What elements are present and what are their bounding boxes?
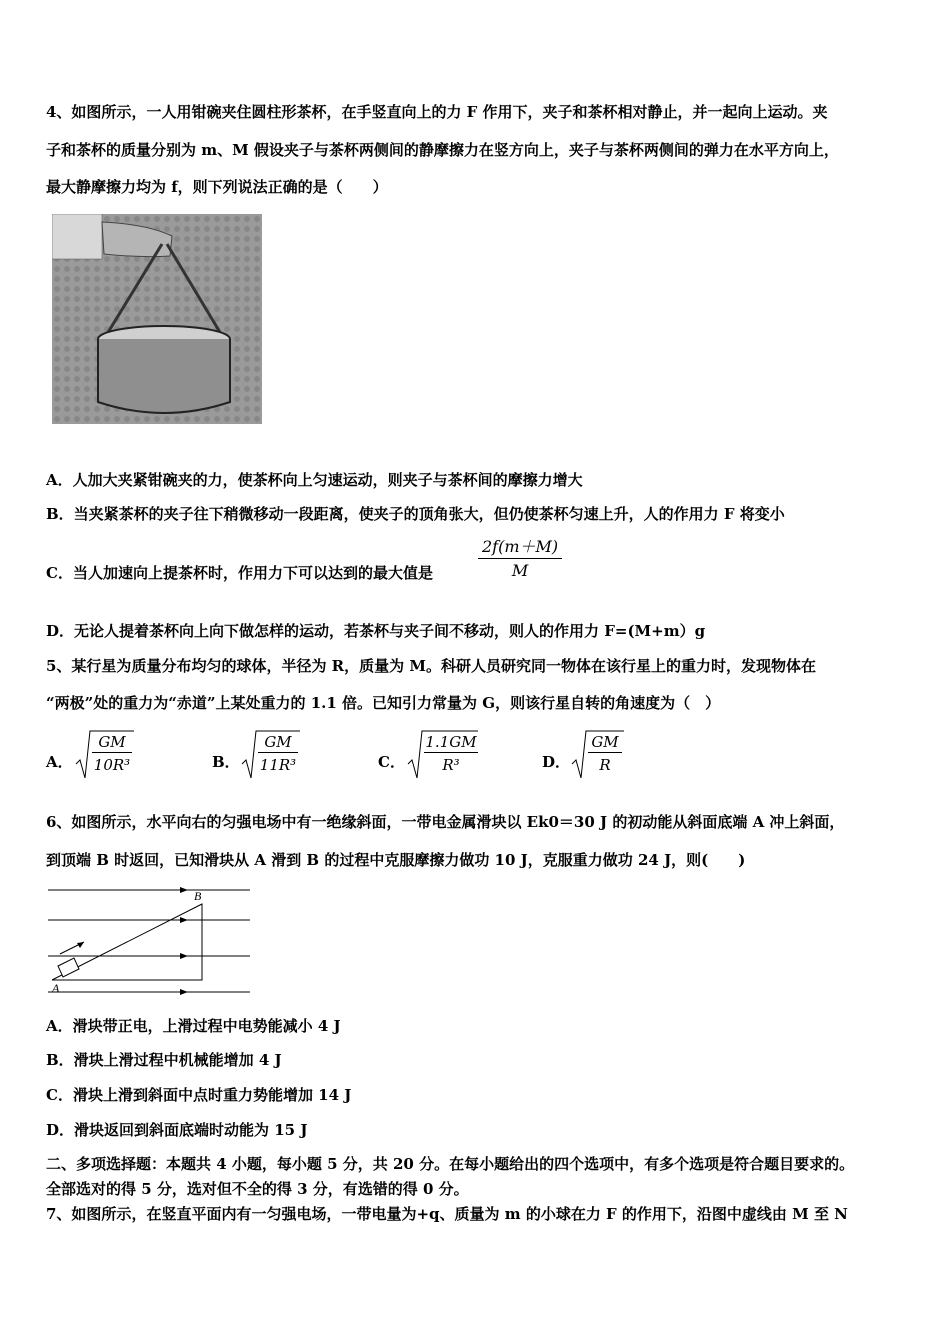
- q5-option-c-radical: [406, 728, 480, 780]
- q6-option-b: B．滑块上滑过程中机械能增加 4 J: [46, 1051, 282, 1069]
- q5-option-a-radical: [74, 728, 136, 780]
- q4-option-c: C．当人加速向上提茶杯时，作用力下可以达到的最大值是: [46, 564, 433, 582]
- q5-option-a-denominator: 10R³: [93, 756, 131, 774]
- q5-option-b-radical: [240, 728, 302, 780]
- q5-stem-line2: “两极”处的重力为“赤道”上某处重力的 1.1 倍。已知引力常量为 G，则该行星自转的角速度为（ ）: [46, 694, 721, 712]
- q7-stem-line1: 7、如图所示，在竖直平面内有一匀强电场，一带电量为+q、质量为 m 的小球在力 F 的作用下，沿图中虚线由 M 至 N: [46, 1205, 848, 1223]
- q5-option-d-numerator: GM: [588, 732, 622, 753]
- q4-stem-line1: 4、如图所示，一人用钳碗夹住圆柱形茶杯，在手竖直向上的力 F 作用下，夹子和茶杯相对静止，并一起向上运动。夹: [46, 103, 828, 121]
- q6-option-a: A．滑块带正电，上滑过程中电势能减小 4 J: [46, 1017, 341, 1035]
- q4-photo-illustration: [52, 214, 262, 424]
- q4-option-c-denominator: M: [511, 561, 529, 580]
- q6-diagram: [44, 880, 256, 1000]
- q5-option-b-denominator: 11R³: [259, 756, 297, 774]
- q4-photo: [52, 214, 262, 424]
- q5-option-a-label: A．: [46, 753, 73, 771]
- q6-option-d: D．滑块返回到斜面底端时动能为 15 J: [46, 1121, 308, 1139]
- q5-option-a-numerator: GM: [92, 732, 132, 753]
- q6-incline-field-diagram: [44, 880, 256, 1000]
- q6-label-b: B: [194, 889, 202, 903]
- q5-option-c-numerator: 1.1GM: [425, 733, 477, 751]
- q6-stem-line2: 到顶端 B 时返回，已知滑块从 A 滑到 B 的过程中克服摩擦力做功 10 J，克服重力做功 24 J，则( ): [46, 851, 746, 869]
- q4-option-a: A．人加大夹紧钳碗夹的力，使茶杯向上匀速运动，则夹子与茶杯间的摩擦力增大: [46, 471, 583, 489]
- q4-option-c-fraction: [478, 536, 562, 583]
- q4-option-b: B．当夹紧茶杯的夹子往下稍微移动一段距离，使夹子的顶角张大，但仍使茶杯匀速上升，人的作用力 F 将变小: [46, 505, 785, 523]
- q5-option-b-numerator: GM: [258, 732, 298, 753]
- q5-option-c-label: C．: [378, 753, 405, 771]
- q5-option-d-radical: [570, 728, 626, 780]
- q4-option-d: D．无论人提着茶杯向上向下做怎样的运动，若茶杯与夹子间不移动，则人的作用力 F=(M+m）g: [46, 622, 706, 640]
- q6-label-a: A: [52, 981, 60, 995]
- q5-option-c-denominator: R³: [442, 756, 460, 774]
- section2-header-line2: 全部选对的得 5 分，选对但不全的得 3 分，有选错的得 0 分。: [46, 1180, 469, 1198]
- q5-option-d-label: D．: [542, 753, 571, 771]
- q6-stem-line1: 6、如图所示，水平向右的匀强电场中有一绝缘斜面，一带电金属滑块以 Ek0＝30 J 的初动能从斜面底端 A 冲上斜面，: [46, 813, 845, 831]
- q6-option-c: C．滑块上滑到斜面中点时重力势能增加 14 J: [46, 1086, 352, 1104]
- section2-header-line1: 二、多项选择题：本题共 4 小题，每小题 5 分，共 20 分。在每小题给出的四个选项中，有多个选项是符合题目要求的。: [46, 1155, 855, 1173]
- q4-stem-line2: 子和茶杯的质量分别为 m、M 假设夹子与茶杯两侧间的静摩擦力在竖方向上，夹子与茶杯两侧间的弹力在水平方向上，: [46, 141, 839, 159]
- q4-stem-line3: 最大静摩擦力均为 f，则下列说法正确的是（ ）: [46, 178, 388, 196]
- q5-option-d-denominator: R: [599, 756, 611, 774]
- q5-option-b-label: B．: [212, 753, 240, 771]
- q5-stem-line1: 5、某行星为质量分布均匀的球体，半径为 R，质量为 M。科研人员研究同一物体在该行星上的重力时，发现物体在: [46, 657, 816, 675]
- q4-option-c-numerator: 2f(m＋M): [478, 536, 562, 559]
